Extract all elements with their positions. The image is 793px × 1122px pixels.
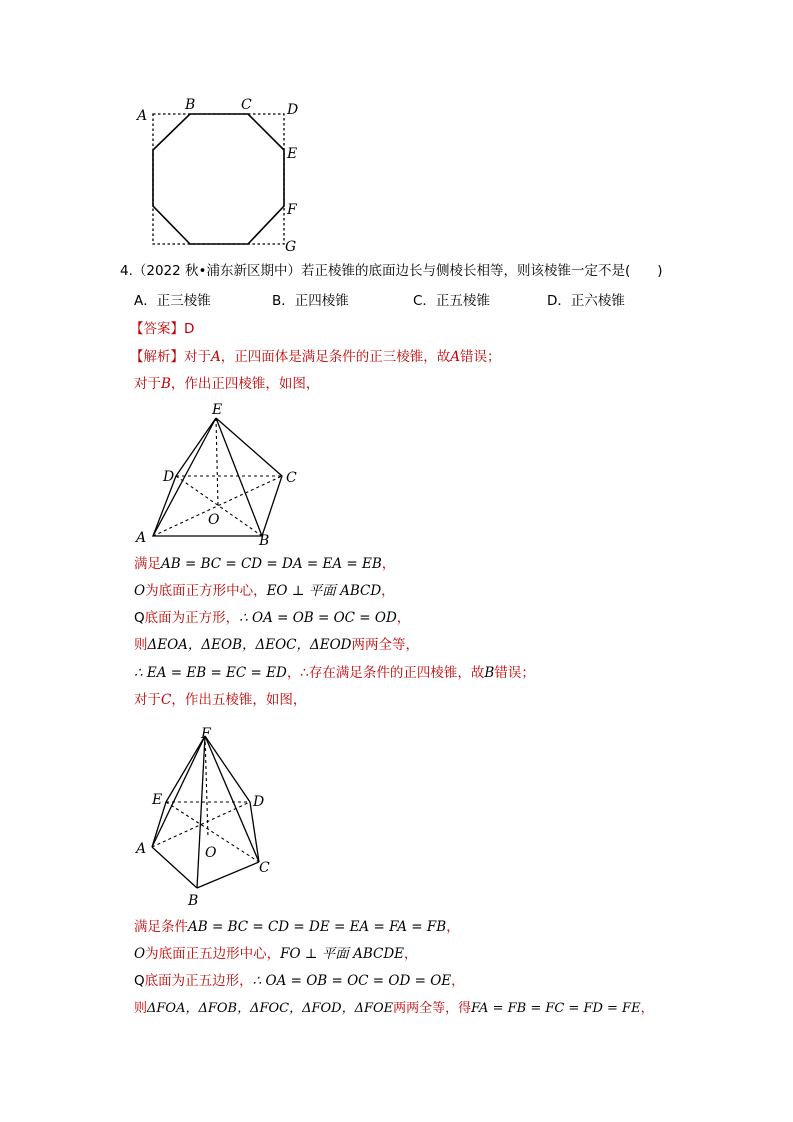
math: ΔEOA，ΔEOB，ΔEOC，ΔEOD <box>147 637 352 653</box>
label-D: D <box>253 794 265 810</box>
label-E: E <box>212 402 223 418</box>
option-d: D．正六棱锥 <box>547 293 625 309</box>
text: ， <box>640 1001 654 1016</box>
text: 则 <box>134 1001 148 1016</box>
var: C <box>161 692 172 708</box>
option-c: C．正五棱锥 <box>413 293 490 309</box>
math: ∴ OA = OB = OC = OD = OE <box>252 973 452 989</box>
square-pyramid-figure <box>130 398 310 548</box>
var: O <box>134 946 146 962</box>
edge-AB <box>152 847 197 888</box>
answer-value: D <box>184 321 195 337</box>
analysis-line-2 <box>134 375 319 393</box>
label-F: F <box>287 202 297 218</box>
math: ∴ EA = EB = EC = ED <box>134 665 287 681</box>
text: 为底面正五边形中心， <box>145 946 281 962</box>
pentagon-pyramid-figure <box>132 722 282 907</box>
math: EO ⊥ 平面 ABCD <box>266 583 382 599</box>
answer-tag: 【答案】 <box>130 321 184 337</box>
text: 底面为正方形， <box>144 610 240 626</box>
label-B: B <box>188 893 199 907</box>
text: Q <box>134 610 145 626</box>
label-O: O <box>205 845 217 861</box>
text: 底面为正五边形， <box>144 973 253 989</box>
text: ， <box>381 583 395 599</box>
octagon-figure <box>130 92 320 257</box>
edge-FC <box>205 736 259 862</box>
analysis-line-9 <box>134 918 460 936</box>
label-A: A <box>136 530 147 546</box>
edge-FE <box>166 736 205 802</box>
analysis-line-4 <box>134 582 395 600</box>
label-C: C <box>286 470 297 486</box>
dashed-square <box>153 114 284 244</box>
math: ΔFOA，ΔFOB，ΔFOC，ΔFOD，ΔFOE <box>147 1001 394 1016</box>
label-O: O <box>208 512 220 528</box>
text: 对于 <box>184 349 211 365</box>
edge-EB <box>216 418 262 536</box>
option-b: B．正四棱锥 <box>272 293 349 309</box>
text: ， <box>451 973 465 989</box>
label-B: B <box>259 533 270 548</box>
var: B <box>484 665 495 681</box>
analysis-line-11 <box>134 972 465 990</box>
label-E: E <box>152 792 163 808</box>
text: 错误； <box>460 349 501 365</box>
var: A <box>450 349 460 365</box>
text: 两两全等， <box>351 637 420 653</box>
label-A: A <box>137 108 148 124</box>
text: ， <box>396 610 411 626</box>
edge-FB <box>197 736 205 888</box>
text: 对于 <box>134 376 161 392</box>
label-A: A <box>136 841 147 857</box>
analysis-line-7 <box>134 664 535 682</box>
label-B: B <box>185 97 196 113</box>
label-F: F <box>201 726 211 742</box>
text: ，作出五棱锥，如图， <box>171 692 307 708</box>
analysis-line-3 <box>134 555 395 573</box>
text: 则 <box>134 637 148 653</box>
analysis-tag: 【解析】 <box>130 349 184 365</box>
label-D: D <box>287 102 299 118</box>
text: ，∴存在满足条件的正四棱锥，故 <box>286 665 485 681</box>
text: ， <box>381 556 396 572</box>
text: 错误； <box>494 665 535 681</box>
math: AB = BC = CD = DA = EA = EB <box>161 556 382 572</box>
text: 满足条件 <box>134 919 188 935</box>
var: O <box>134 583 146 599</box>
text: Q <box>134 973 145 989</box>
edge-DA <box>153 476 176 536</box>
analysis-line-8 <box>134 691 306 709</box>
edge-ED <box>176 418 216 476</box>
text: ，作出正四棱锥，如图， <box>170 376 320 392</box>
text: ， <box>446 919 460 935</box>
text: ，正四面体是满足条件的正三棱锥，故 <box>220 349 451 365</box>
height-FO <box>205 736 208 838</box>
text: 满足 <box>134 556 161 572</box>
math: FO ⊥ 平面 ABCDE <box>280 946 405 962</box>
math: AB = BC = CD = DE = EA = FA = FB <box>188 919 447 935</box>
analysis-line-10 <box>134 945 418 963</box>
label-C: C <box>241 97 252 113</box>
label-C: C <box>259 860 270 876</box>
var: B <box>161 376 171 392</box>
analysis-line-1 <box>130 348 501 366</box>
question-text: 4.（2022 秋•浦东新区期中）若正棱锥的底面边长与侧棱长相等，则该棱锥一定不是( ) <box>120 263 663 279</box>
edge-EA <box>152 802 166 847</box>
text: 对于 <box>134 692 161 708</box>
math: FA = FB = FC = FD = FE <box>471 1001 641 1016</box>
text: 两两全等，得 <box>393 1001 472 1016</box>
label-E: E <box>287 146 298 162</box>
analysis-line-6 <box>134 636 419 654</box>
text: ， <box>404 946 418 962</box>
label-D: D <box>163 469 175 485</box>
analysis-line-5 <box>134 609 410 627</box>
height-EO <box>216 418 218 506</box>
label-G: G <box>285 239 297 255</box>
var: A <box>211 349 221 365</box>
analysis-line-12 <box>134 1000 654 1018</box>
edge-BC <box>197 862 259 888</box>
answer-line <box>130 320 194 338</box>
text: 为底面正方形中心， <box>145 583 267 599</box>
math: ∴ OA = OB = OC = OD <box>239 610 397 626</box>
octagon <box>153 114 284 244</box>
edge-FD <box>205 736 250 802</box>
option-a: A．正三棱锥 <box>134 293 211 309</box>
